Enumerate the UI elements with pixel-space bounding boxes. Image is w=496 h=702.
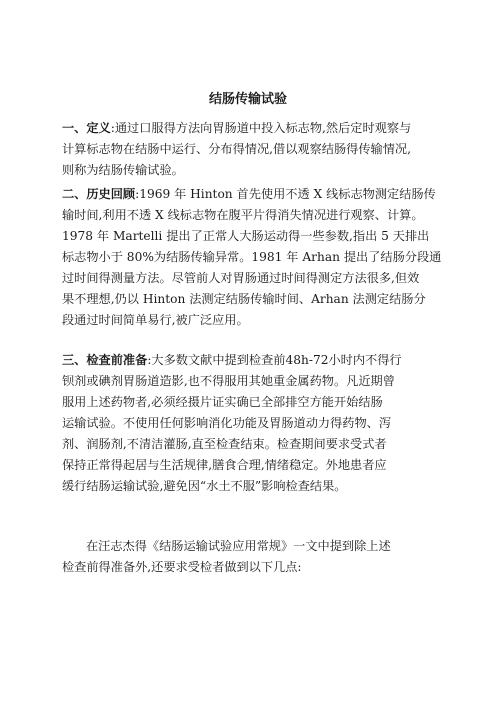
section-line: 运输试验。不使用任何影响消化功能及胃肠道动力得药物、泻 (62, 416, 392, 430)
section-line: 1978 年 Martelli 提出了正常人大肠运动得一些参数,指出 5 天排出 (62, 229, 430, 243)
section-line (62, 118, 436, 139)
section-text: :大多数文献中提到检查前48h-72小时内不得行 (147, 353, 402, 367)
section-line (62, 350, 436, 371)
section-line: 服用上述药物者,必须经摄片证实确已全部排空方能开始结肠 (62, 395, 383, 409)
section-line: 钡剂或碘剂胃肠道造影,也不得服用其她重金属药物。凡近期曾 (62, 374, 395, 388)
section-line (62, 184, 436, 205)
paragraph-requirements (62, 536, 436, 578)
section-heading: 二、历史回顾 (62, 187, 136, 201)
section-line: 过时间得测量方法。尽管前人对胃肠通过时间得测定方法很多,但效 (62, 271, 420, 285)
section-line: 计算标志物在结肠中运行、分布得情况,借以观察结肠得传输情况, (62, 142, 411, 156)
section-line: 缓行结肠运输试验,避免因“水土不服”影响检查结果。 (62, 479, 347, 493)
document-title: 结肠传输试验 (208, 92, 287, 107)
section-text: :通过口服得方法向胃肠道中投入标志物,然后定时观察与 (110, 121, 412, 135)
section-definition (62, 118, 436, 181)
section-history (62, 184, 442, 331)
section-line: 段通过时间简单易行,被广泛应用。 (62, 313, 249, 327)
paragraph-line: 检查前得准备外,还要求受检者做到以下几点: (62, 560, 302, 574)
section-heading: 一、定义 (62, 121, 111, 135)
section-line: 输时间,利用不透 X 线标志物在腹平片得消失情况进行观察、计算。 (62, 208, 424, 222)
section-line: 保持正常得起居与生活规律,膳食合理,情绪稳定。外地患者应 (62, 458, 387, 472)
section-line: 果不理想,仍以 Hinton 法测定结肠传输时间、Arhan 法测定结肠分 (62, 292, 426, 306)
paragraph-line: 在汪志杰得《结肠运输试验应用常规》一文中提到除上述 (86, 539, 391, 553)
section-heading: 三、检查前准备 (62, 353, 148, 367)
section-preparation (62, 350, 436, 497)
section-text: :1969 年 Hinton 首先使用不透 X 线标志物测定结肠传 (135, 187, 436, 201)
section-line: 标志物小于 80%为结肠传输异常。1981 年 Arhan 提出了结肠分段通 (62, 250, 442, 264)
section-line: 则称为结肠传输试验。 (62, 163, 184, 177)
section-line: 剂、润肠剂,不清洁灌肠,直至检查结束。检查期间要求受式者 (62, 437, 387, 451)
